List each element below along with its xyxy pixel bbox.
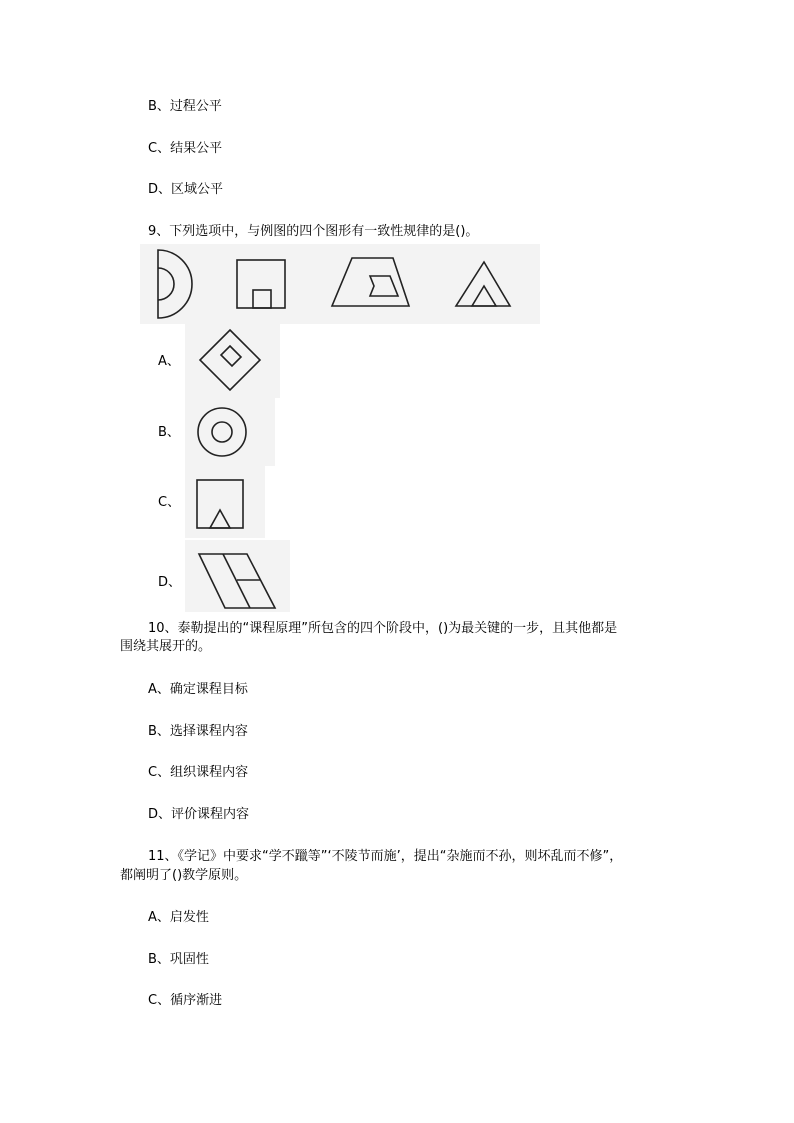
q9-choice-d-figure <box>185 540 290 612</box>
q8-option-d: D、区域公平 <box>148 182 224 197</box>
ring-icon <box>198 408 246 456</box>
q11-option-b: B、巩固性 <box>148 952 209 967</box>
square-triangle-icon <box>197 480 243 528</box>
q9-choice-d-label: D、 <box>158 575 182 590</box>
example-trapezoid-icon <box>332 258 409 306</box>
q10-option-b: B、选择课程内容 <box>148 724 248 739</box>
q9-choice-b-figure <box>185 398 275 466</box>
q9-stem: 9、下列选项中，与例图的四个图形有一致性规律的是()。 <box>148 224 479 239</box>
example-half-circle-icon <box>158 250 192 318</box>
example-square-icon <box>237 260 285 308</box>
q9-choice-b-label: B、 <box>158 425 180 440</box>
q11-stem-continued: 都阐明了()教学原则。 <box>120 868 248 883</box>
q11-option-a: A、启发性 <box>148 910 209 925</box>
q10-option-d: D、评价课程内容 <box>148 807 250 822</box>
q9-example-figures <box>140 244 540 324</box>
q10-stem-continued: 围绕其展开的。 <box>120 639 212 654</box>
q10-option-a: A、确定课程目标 <box>148 682 248 697</box>
q11-option-c: C、循序渐进 <box>148 993 223 1008</box>
q9-choice-a-label: A、 <box>158 354 180 369</box>
q10-option-c: C、组织课程内容 <box>148 765 249 780</box>
q8-option-b: B、过程公平 <box>148 99 222 114</box>
q10-stem: 10、泰勒提出的“课程原理”所包含的四个阶段中，()为最关键的一步，且其他都是 <box>148 621 618 636</box>
q9-choice-c-figure <box>185 466 265 538</box>
example-triangle-icon <box>456 262 510 306</box>
q11-stem: 11、《学记》中要求“学不躐等”‘不陵节而施’，提出“杂施而不孙，则坏乱而不修”， <box>148 849 623 864</box>
q9-choice-a-figure <box>185 324 280 398</box>
q9-choice-c-label: C、 <box>158 495 181 510</box>
q8-option-c: C、结果公平 <box>148 141 223 156</box>
diamond-icon <box>200 330 260 390</box>
